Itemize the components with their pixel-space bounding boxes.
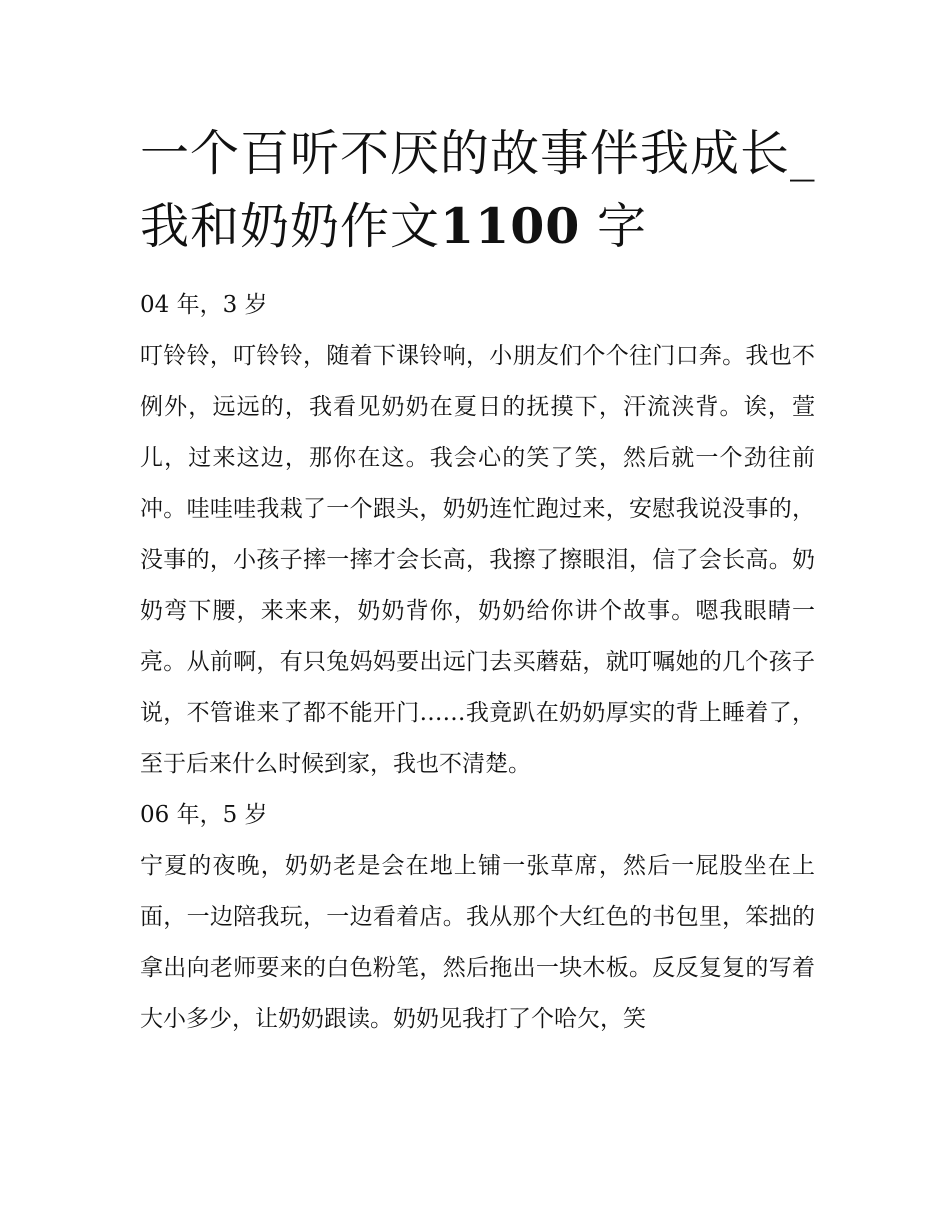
section-heading: 04 年，3 岁 bbox=[140, 292, 268, 318]
title-number: 1100 bbox=[440, 197, 581, 255]
section-paragraph: 叮铃铃，叮铃铃，随着下课铃响，小朋友们个个往门口奔。我也不例外，远远的，我看见奶奶在夏日的抚摸下，汗流浃背。诶，萱儿，过来这边，那你在这。我会心的笑了笑，然后就一个劲往前冲。哇哇哇我栽了一个跟头，奶奶连忙跑过来，安慰我说没事的，没事的，小孩子摔一摔才会长高，我擦了擦眼泪，信了会长高。奶奶弯下腰，来来来，奶奶背你，奶奶给你讲个故事。嗯我眼睛一亮。从前啊，有只兔妈妈要出远门去买蘑菇，就叮嘱她的几个孩子说，不管谁来了都不能开门……我竟趴在奶奶厚实的背上睡着了，至于后来什么时候到家，我也不清楚。 bbox=[140, 343, 815, 777]
title-suffix: 字 bbox=[596, 198, 647, 255]
title-text: 一个百听不厌的故事伴我成长_我和奶奶作文 bbox=[140, 125, 816, 255]
article-body bbox=[140, 280, 815, 1045]
section-heading: 06 年，5 岁 bbox=[140, 802, 268, 828]
page-title bbox=[140, 118, 820, 263]
section-paragraph: 宁夏的夜晚，奶奶老是会在地上铺一张草席，然后一屁股坐在上面，一边陪我玩，一边看着店。我从那个大红色的书包里，笨拙的拿出向老师要来的白色粉笔，然后拖出一块木板。反反复复的写着大小多少，让奶奶跟读。奶奶见我打了个哈欠，笑 bbox=[140, 853, 815, 1032]
